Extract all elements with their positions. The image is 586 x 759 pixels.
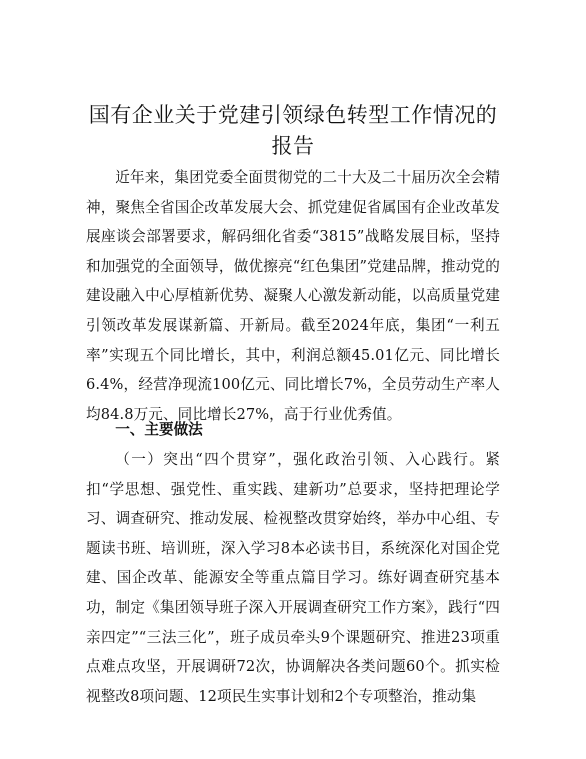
section-paragraph: （一）突出“四个贯穿”，强化政治引领、入心践行。紧扣“学思想、强党性、重实践、建新功”总要求，坚持把理论学习、调查研究、推动发展、检视整改贯穿始终，举办中心组、专题读书班、培训班，深入学习8本必读书目，系统深化对国企党建、国企改革、能源安全等重点篇目学习。练好调查研究基本功，制定《集团领导班子深入开展调查研究工作方案》，践行“四亲四定”“三法三化”，班子成员牵头9个课题研究、推进23项重点难点攻坚，开展调研72次，协调解决各类问题60个。抓实检视整改8项问题、12项民生实事计划和2个专项整治，推动集 <box>86 451 500 705</box>
section-heading: 一、主要做法 <box>115 421 203 438</box>
intro-paragraph: 近年来，集团党委全面贯彻党的二十大及二十届历次全会精神，聚焦全省国企改革发展大会、抓党建促省属国有企业改革发展座谈会部署要求，解码细化省委“3815”战略发展目标，坚持和加强党的全面领导，做优擦亮“红色集团”党建品牌，推动党的建设融入中心厚植新优势、凝聚人心激发新动能，以高质量党建引领改革发展谋新篇、开新局。截至2024年底，集团“一利五率”实现五个同比增长，其中，利润总额45.01亿元、同比增长6.4%，经营净现流100亿元、同比增长7%，全员劳动生产率人均84.8万元、同比增长27%，高于行业优秀值。 <box>86 169 500 423</box>
document-title: 国有企业关于党建引领绿色转型工作情况的报告 <box>88 103 498 158</box>
